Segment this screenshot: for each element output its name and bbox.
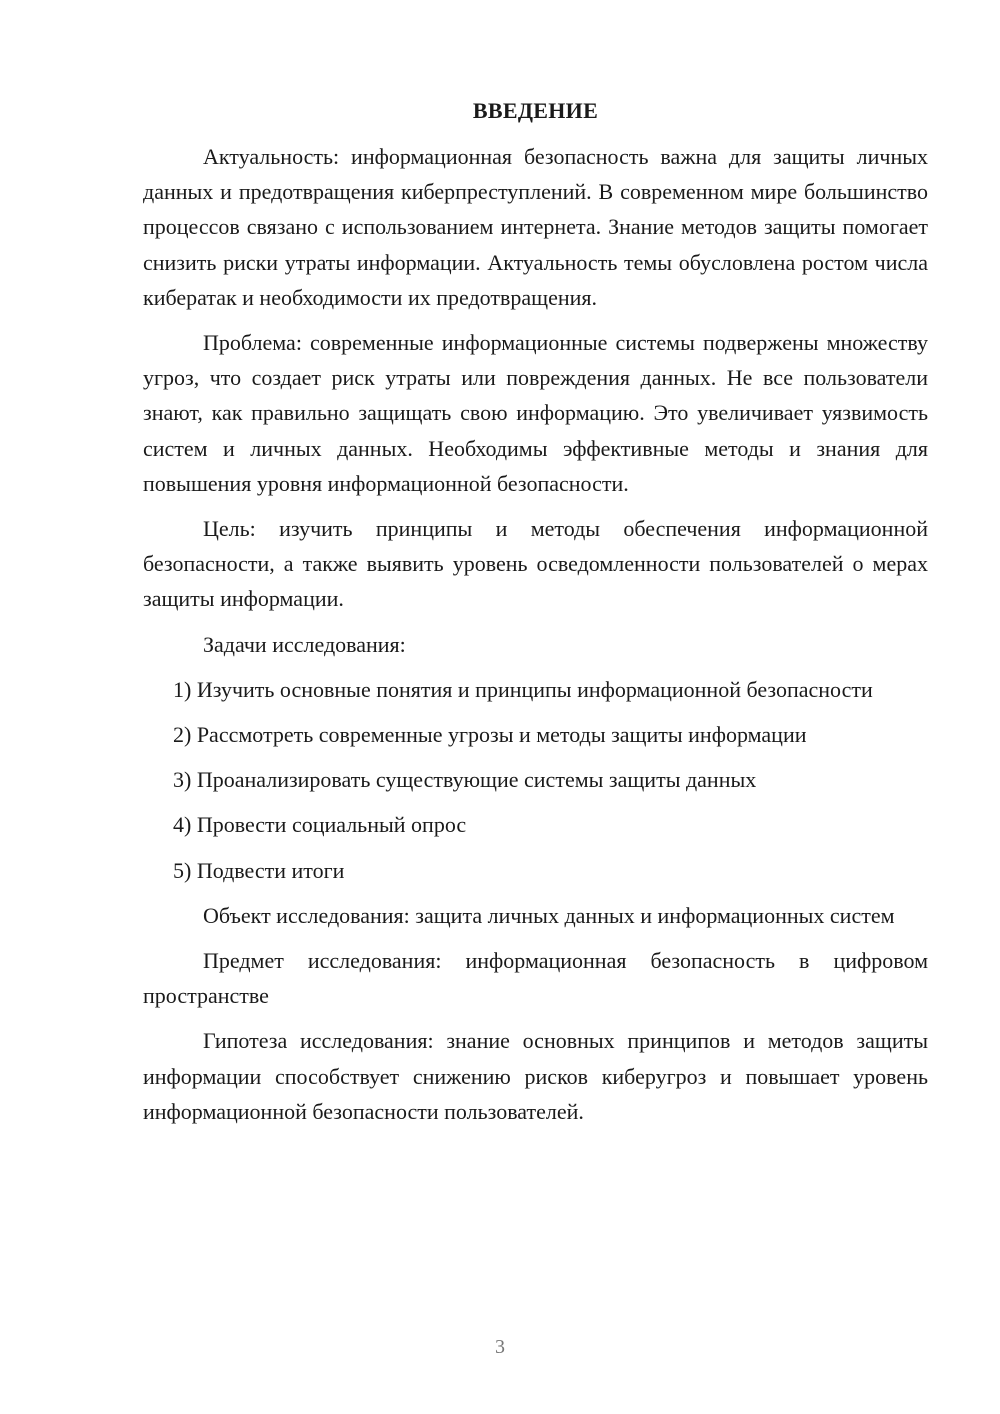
- paragraph-problem: Проблема: современные информационные системы подвержены множеству угроз, что создает риск утраты или повреждения данных. Не все пользователи знают, как правильно защищать свою информацию. Это увеличивает уязвимость систем и личных данных. Необходимы эффективные методы и знания для повышения уровня информационной безопасности.: [143, 330, 928, 496]
- paragraph-hypothesis: Гипотеза исследования: знание основных принципов и методов защиты информации способствует снижению рисков киберугроз и повышает уровень информационной безопасности пользователей.: [143, 1028, 928, 1124]
- task-item-4: 4) Провести социальный опрос: [173, 812, 467, 838]
- paragraph-object: Объект исследования: защита личных данных и информационных систем: [203, 902, 895, 928]
- paragraph-subject: Предмет исследования: информационная безопасность в цифровом пространстве: [143, 948, 928, 1009]
- tasks-heading: Задачи исследования:: [203, 631, 406, 657]
- page-number: 3: [495, 1336, 505, 1358]
- task-item-2: 2) Рассмотреть современные угрозы и методы защиты информации: [173, 722, 807, 748]
- paragraph-relevance: Актуальность: информационная безопасность важна для защиты личных данных и предотвращения киберпреступлений. В современном мире большинство процессов связано с использованием интернета. Знание методов защиты помогает снизить риски утраты информации. Актуальность темы обусловлена ростом числа кибератак и необходимости их предотвращения.: [143, 144, 928, 310]
- paragraph-goal: Цель: изучить принципы и методы обеспечения информационной безопасности, а также выявить уровень осведомленности пользователей о мерах защиты информации.: [143, 516, 928, 612]
- page-content: [143, 96, 928, 1129]
- page-title: ВВЕДЕНИЕ: [472, 98, 599, 123]
- task-item-3: 3) Проанализировать существующие системы защиты данных: [173, 767, 757, 793]
- task-item-5: 5) Подвести итоги: [173, 857, 345, 883]
- task-item-1: 1) Изучить основные понятия и принципы информационной безопасности: [173, 676, 873, 702]
